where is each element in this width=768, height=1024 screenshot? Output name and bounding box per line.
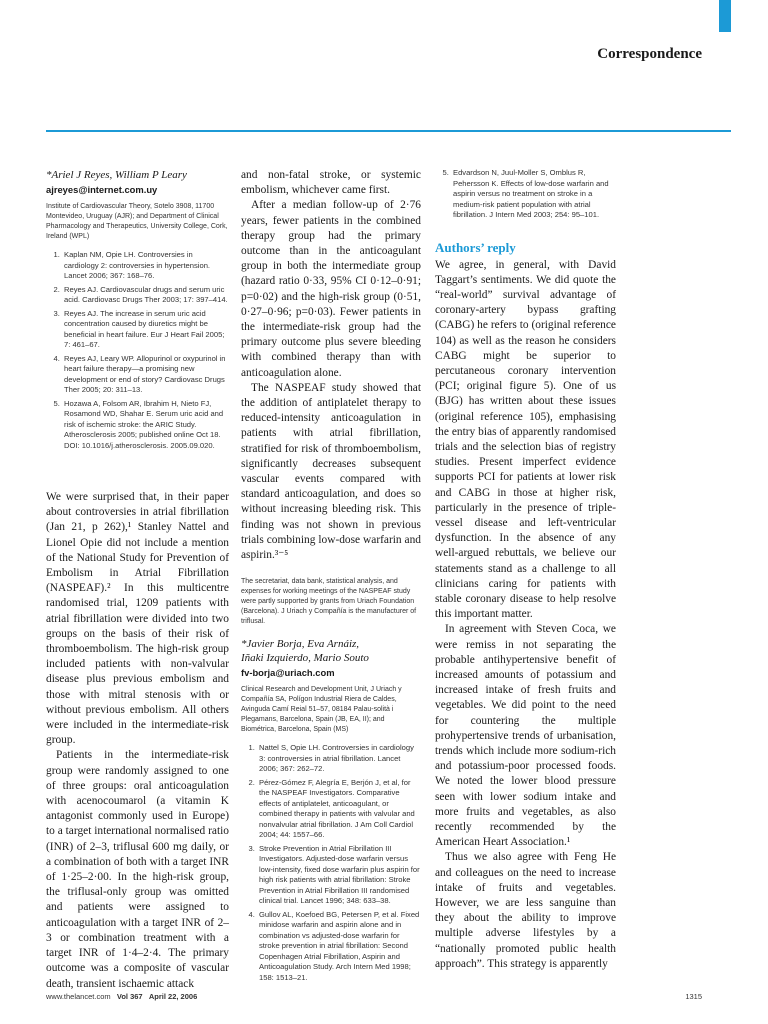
reference-item: 1. Nattel S, Opie LH. Controversies in cardiology 3: controversies in atrial fibrillation. Lancet 2006; 367: 262–72. <box>257 743 421 775</box>
funding-note: The secretariat, data bank, statistical analysis, and expenses for working meetings of the NASPEAF study were partly supported by grants from Uriach Foundation (Barcelona). J Uriach y Compañía is the manufacturer of triflusal. <box>241 578 417 626</box>
reference-item: 1. Kaplan NM, Opie LH. Controversies in cardiology 2: controversies in hypertension. Lancet 2006; 367: 168–76. <box>62 250 229 282</box>
reference-list <box>435 168 616 221</box>
signature: *Javier Borja, Eva Arnáiz, <box>241 638 360 651</box>
page-number: 1315 <box>685 992 702 1001</box>
reference-list <box>46 250 229 451</box>
affiliation: Clinical Research and Development Unit, J Uriach y Compañía SA, Polígon Industrial Riera de Caldes, Avinguda Camí Reial 51–57, 08184 Palau-solità i Plegamans, Barcelona, Spain (JB, EA, II); and Biométrica, Barcelona, Spain (MS) <box>241 686 402 734</box>
body-paragraph: Patients in the intermediate-risk group were randomly assigned to one of three groups: oral anticoagulation with acenocoumarol (a vitamin K antagonist commonly used in Europe) to a target international normalised ratio (INR) of 2–3, triflusal 600 mg daily, or a combination of both with a target INR of 1·25–2·00. In the high-risk group, the triflusal-only group was omitted and patients were assigned to anticoagulation with a target INR of 2–3 or combination treatment with a target INR of 1·4–2·4. The primary outcome was a composite of vascular death, transient ischaemic attack <box>46 749 229 990</box>
body-paragraph: Thus we also agree with Feng He and colleagues on the need to increase intake of fruits and vegetables. However, we are less sanguine than they about the ability to improve multiple adverse lifestyles by a “nationally promoted public health approach”. This strategy is apparently <box>435 851 616 970</box>
column-1 <box>46 168 229 992</box>
body-paragraph: We were surprised that, in their paper about controversies in atrial fibrillation (Jan 21, p 262),¹ Stanley Nattel and Lionel Opie did not include a mention of the National Study for Prevention of Embolism in Atrial Fibrillation (NASPEAF).² In this multicentre randomised trial, 1209 patients with atrial fibrillation were divided into two groups on the basis of their risk of thromboembolism. The high-risk group included patients with non-valvular disease plus previous embolism and those with mitral stenosis with or without previous embolism. All others were included in the intermediate-risk group. <box>46 491 229 747</box>
reference-item: 2. Reyes AJ. Cardiovascular drugs and serum uric acid. Cardiovasc Drugs Ther 2003; 17: 397–414. <box>62 285 229 306</box>
body-paragraph: We agree, in general, with David Taggart’s sentiments. We did quote the “real-world” survival advantage of coronary-artery bypass grafting (CABG) he refers to (original reference 104) as well as the reason he considers CABG might be superior to percutaneous coronary intervention (PCI; original figure 5). One of us (BJG) has written about these issues (original reference 105), emphasising the entry bias of apparently randomised trials and the selection bias of registry studies. Present imperfect evidence supports PCI for patients at lower risk and CABG in those at higher risk, particularly in the presence of triple-vessel disease and left-ventricular dysfunction. In the absence of any well-argued rebuttals, we believe our statements stand as a challenge to all clinicians caring for patients with stable coronary disease to help resolve this important matter. <box>435 258 616 621</box>
signature: Iñaki Izquierdo, Mario Souto <box>241 652 369 665</box>
accent-bar <box>719 0 731 32</box>
footer-date: April 22, 2006 <box>148 992 198 1001</box>
body-paragraph: In agreement with Steven Coca, we were remiss in not separating the probable antihypertensive benefit of increased amounts of potassium and increased intake of fresh fruits and vegetables. We did point to the need for countering the multiple prohypertensive trends of urbanisation, trends which include more sodium-rich and potassium-poor processed foods. We noted the lower blood pressure seen with lower sodium intake and more fruits and vegetables, as also recently recommended by the American Heart Association.¹ <box>435 623 616 849</box>
reference-item: 5. Edvardson N, Juul-Moller S, Omblus R, Pehersson K. Effects of low-dose warfarin and aspirin versus no treatment on stroke in a medium-risk patient population with atrial fibrillation. J Intern Med 2003; 254: 95–101. <box>451 168 616 221</box>
authors-reply-heading: Authors’ reply <box>435 239 516 255</box>
email-link[interactable]: fv-borja@uriach.com <box>241 667 335 679</box>
reference-item: 4. Reyes AJ, Leary WP. Allopurinol or oxypurinol in heart failure therapy—a promising new development or end of story? Cardiovasc Drugs Ther 2005; 20: 311–13. <box>62 354 229 396</box>
header-rule <box>46 130 731 132</box>
spacer <box>435 224 616 240</box>
column-2 <box>241 168 421 986</box>
reference-item: 4. Gullov AL, Koefoed BG, Petersen P, et al. Fixed minidose warfarin and aspirin alone and in combination vs adjusted-dose warfarin for stroke prevention in atrial fibrillation: Second Copenhagen Atrial Fibrillation, Aspirin and Anticoagulation Study. Arch Intern Med 1998; 158: 1513–21. <box>257 910 421 984</box>
reference-item: 3. Reyes AJ. The increase in serum uric acid concentration caused by diuretics might be beneficial in heart failure. Eur J Heart Fail 2005; 7: 461–67. <box>62 309 229 351</box>
footer-volume: Vol 367 <box>116 992 143 1001</box>
reference-item: 5. Hozawa A, Folsom AR, Ibrahim H, Nieto FJ, Rosamond WD, Shahar E. Serum uric acid and risk of ischemic stroke: the ARIC Study. Atherosclerosis 2005; published online Oct 18. DOI: 10.1016/j.atherosclerosis. 2005.09.020. <box>62 399 229 452</box>
section-title: Correspondence <box>597 46 702 62</box>
email-link[interactable]: ajreyes@internet.com.uy <box>46 184 158 195</box>
footer-citation <box>46 992 197 1001</box>
affiliation: Institute of Cardiovascular Theory, Sotelo 3908, 11700 Montevideo, Uruguay (AJR); and Department of Clinical Pharmacology and Therapeutics, University College, Cork, Ireland (WPL) <box>46 203 228 240</box>
reference-list <box>241 743 421 983</box>
reference-item: 3. Stroke Prevention in Atrial Fibrillation III Investigators. Adjusted-dose warfarin versus low-intensity, fixed dose warfarin plus aspirin for high risk patients with atrial fibrillation: Stroke Prevention in Atrial Fibrillation III randomised clinical trial. Lancet 1996; 348: 633–38. <box>257 844 421 907</box>
signature: *Ariel J Reyes, William P Leary <box>46 169 187 181</box>
body-paragraph: The NASPEAF study showed that the addition of antiplatelet therapy to reduced-intensity anticoagulation in patients with atrial fibrillation, stratified for risk of thromboembolism, significantly decreases subsequent vascular events compared with standard anticoagulation, and does so without increasing bleeding risk. This finding was not shown in previous trials combining low-dose warfarin and aspirin.³⁻⁵ <box>241 381 421 562</box>
body-paragraph: After a median follow-up of 2·76 years, fewer patients in the combined therapy group had the primary outcome than in the anticoagulant group in both the intermediate group (hazard ratio 0·33, 95% CI 0·12–0·91; p=0·02) and the high-risk group (0·51, 0·27–0·96; p=0·03). Fewer patients in the intermediate-risk group had the primary outcome plus severe bleeding with combined therapy than with anticoagulation alone. <box>241 199 421 379</box>
reference-item: 2. Pérez-Gómez F, Alegría E, Berjón J, et al, for the NASPEAF Investigators. Comparative effects of antiplatelet, anticoagulant, or combined therapy in patients with valvular and nonvalvular atrial fibrillation. J Am Coll Cardiol 2004; 44: 1557–66. <box>257 778 421 841</box>
footer-url[interactable]: www.thelancet.com <box>46 992 111 1001</box>
spacer <box>46 454 229 490</box>
column-3 <box>435 168 616 972</box>
body-paragraph: and non-fatal stroke, or systemic embolism, whichever came first. <box>241 169 421 197</box>
